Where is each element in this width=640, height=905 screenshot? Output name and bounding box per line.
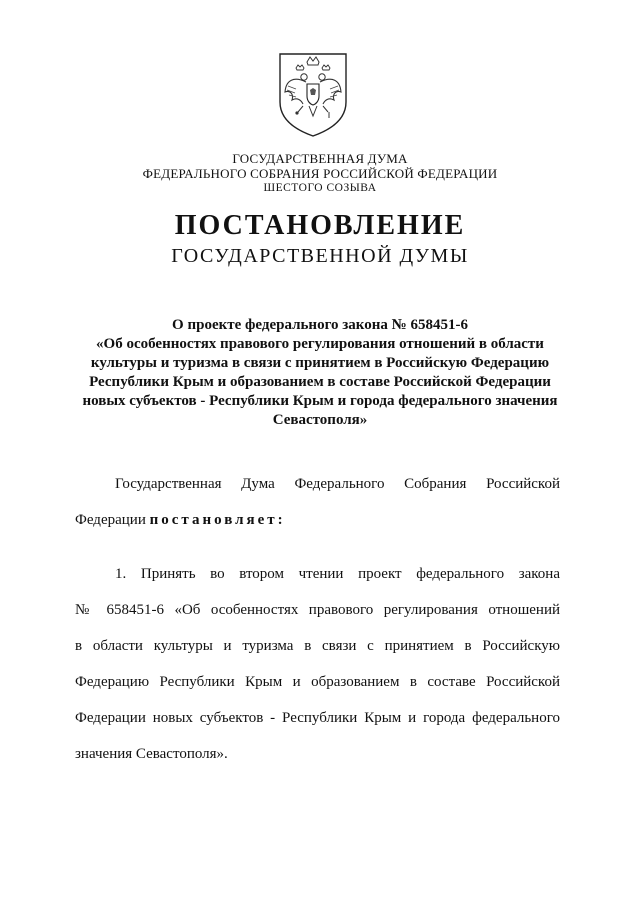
paragraph-item-1 bbox=[75, 556, 560, 772]
law-title-line: «Об особенностях правового регулирования отношений в области bbox=[96, 336, 544, 352]
document-title: ПОСТАНОВЛЕНИЕ bbox=[174, 210, 466, 241]
paragraph-line: Государственная Дума Федерального Собрания Российской bbox=[115, 476, 560, 492]
document-subtitle: ГОСУДАРСТВЕННОЙ ДУМЫ bbox=[171, 245, 469, 267]
law-title-line: культуры и туризма в связи с принятием в Российскую Федерацию bbox=[90, 355, 550, 371]
header-line-1: ГОСУДАРСТВЕННАЯ ДУМА bbox=[232, 151, 408, 166]
resolves-keyword: постановляет: bbox=[149, 512, 286, 528]
law-title-line: О проекте федерального закона № 658451-6 bbox=[172, 317, 468, 333]
paragraph-line: Федерации новых субъектов - Республики Крым и города федерального bbox=[75, 710, 560, 726]
law-title bbox=[70, 316, 570, 430]
paragraph-line: № 658451-6 «Об особенностях правового регулирования отношений bbox=[75, 602, 560, 618]
paragraph-line: 1. Принять во втором чтении проект федерального закона bbox=[115, 566, 560, 582]
header-line-2: ФЕДЕРАЛЬНОГО СОБРАНИЯ РОССИЙСКОЙ ФЕДЕРАЦИИ bbox=[142, 166, 498, 181]
paragraph-preamble bbox=[75, 466, 560, 538]
law-title-line: новых субъектов - Республики Крым и города федерального значения bbox=[82, 393, 558, 409]
law-title-line: Республики Крым и образованием в составе Российской Федерации bbox=[89, 374, 551, 390]
coat-of-arms-icon bbox=[276, 50, 350, 138]
header-line-3: ШЕСТОГО СОЗЫВА bbox=[263, 182, 377, 194]
paragraph-line: в области культуры и туризма в связи с принятием в Российскую bbox=[75, 638, 560, 654]
paragraph-line: Федерацию Республики Крым и образованием в составе Российской bbox=[75, 674, 560, 690]
law-title-line: Севастополя» bbox=[272, 412, 368, 428]
paragraph-line bbox=[75, 502, 560, 538]
paragraph-line-start: Федерации bbox=[75, 512, 146, 528]
paragraph-line: значения Севастополя». bbox=[75, 746, 228, 762]
